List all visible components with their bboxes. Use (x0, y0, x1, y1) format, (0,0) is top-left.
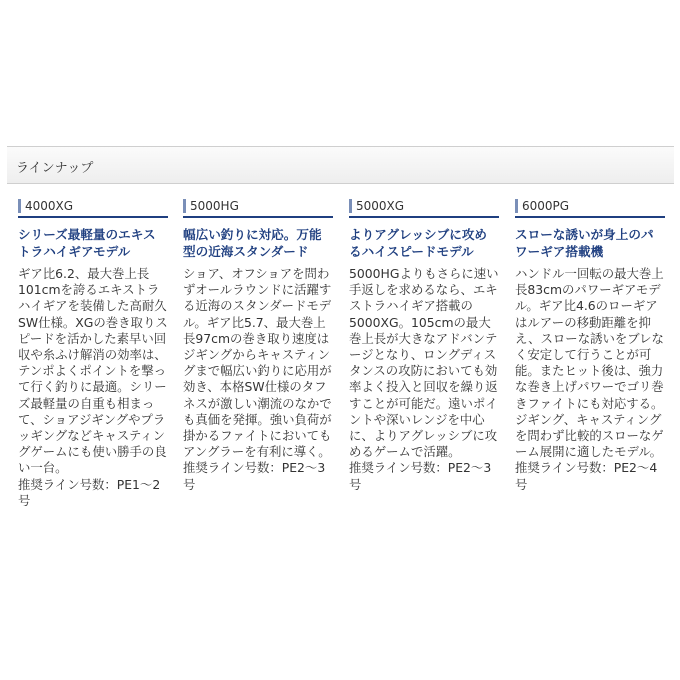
model-column-4000xg (18, 198, 168, 509)
model-headline: よりアグレッシブに攻めるハイスピードモデル (349, 227, 488, 259)
section-title: ラインナップ (16, 161, 94, 176)
model-column-5000hg (183, 198, 333, 493)
model-column-6000pg (515, 198, 665, 493)
model-headline: スローな誘いが身上のパワーギア搭載機 (515, 227, 654, 259)
model-accent-bar (18, 199, 21, 213)
model-headline: 幅広い釣りに対応。万能型の近海スタンダード (183, 227, 322, 259)
recommended-line: 推奨ライン号数：PE2～4号 (515, 460, 658, 492)
model-name: 4000XG (25, 199, 74, 213)
section-header (7, 146, 674, 184)
model-accent-bar (349, 199, 352, 213)
model-header (515, 198, 665, 218)
model-header (18, 198, 168, 218)
model-description: ハンドル一回転の最大巻上長83cmのパワーギアモデル。ギア比4.6のローギアはルアーの移動距離を抑え、スローな誘いをブレなく安定して行うことが可能。またヒット後は、強力な巻き上げパワーでゴリ巻きファイトにも対応する。ジギング、キャスティングを問わず比較的スローなゲーム展開に適したモデル。 (515, 266, 664, 460)
model-name: 6000PG (522, 199, 570, 213)
lineup-section (7, 146, 674, 536)
model-header (349, 198, 499, 218)
recommended-line: 推奨ライン号数：PE2～3号 (183, 460, 326, 492)
model-accent-bar (183, 199, 186, 213)
model-description: 5000HGよりもさらに速い手返しを求めるなら、エキストラハイギア搭載の5000XG。105cmの最大巻上長が大きなアドバンテージとなり、ロングディスタンスの攻防においても効率よく投入と回収を繰り返すことが可能だ。遠いポイントや深いレンジを中心に、よりアグレッシブに攻めるゲームで活躍。 (349, 266, 499, 460)
model-accent-bar (515, 199, 518, 213)
recommended-line: 推奨ライン号数：PE2～3号 (349, 460, 492, 492)
recommended-line: 推奨ライン号数：PE1～2号 (18, 476, 161, 508)
model-description: ショア、オフショアを問わずオールラウンドに活躍する近海のスタンダードモデル。ギア比5.7、最大巻上長97cmの巻き取り速度はジギングからキャスティングまで幅広い釣りに応用が効き、本格SW仕様のタフネスが激しい潮流のなかでも真価を発揮。強い負荷が掛かるファイトにおいてもアングラーを有利に導く。 (183, 266, 332, 460)
model-column-5000xg (349, 198, 499, 493)
model-description: ギア比6.2、最大巻上長101cmを誇るエキストラハイギアを装備した高耐久SW仕様。XGの巻き取りスピードを活かした素早い回収や糸ふけ解消の効率は、テンポよくポイントを撃って行く釣りに最適。シリーズ最軽量の自重も相まって、ショアジギングやプラッギングなどキャスティングゲームにも使い勝手の良い一台。 (18, 266, 168, 476)
model-name: 5000HG (190, 199, 239, 213)
model-headline: シリーズ最軽量のエキストラハイギアモデル (18, 227, 156, 259)
model-name: 5000XG (356, 199, 405, 213)
model-header (183, 198, 333, 218)
